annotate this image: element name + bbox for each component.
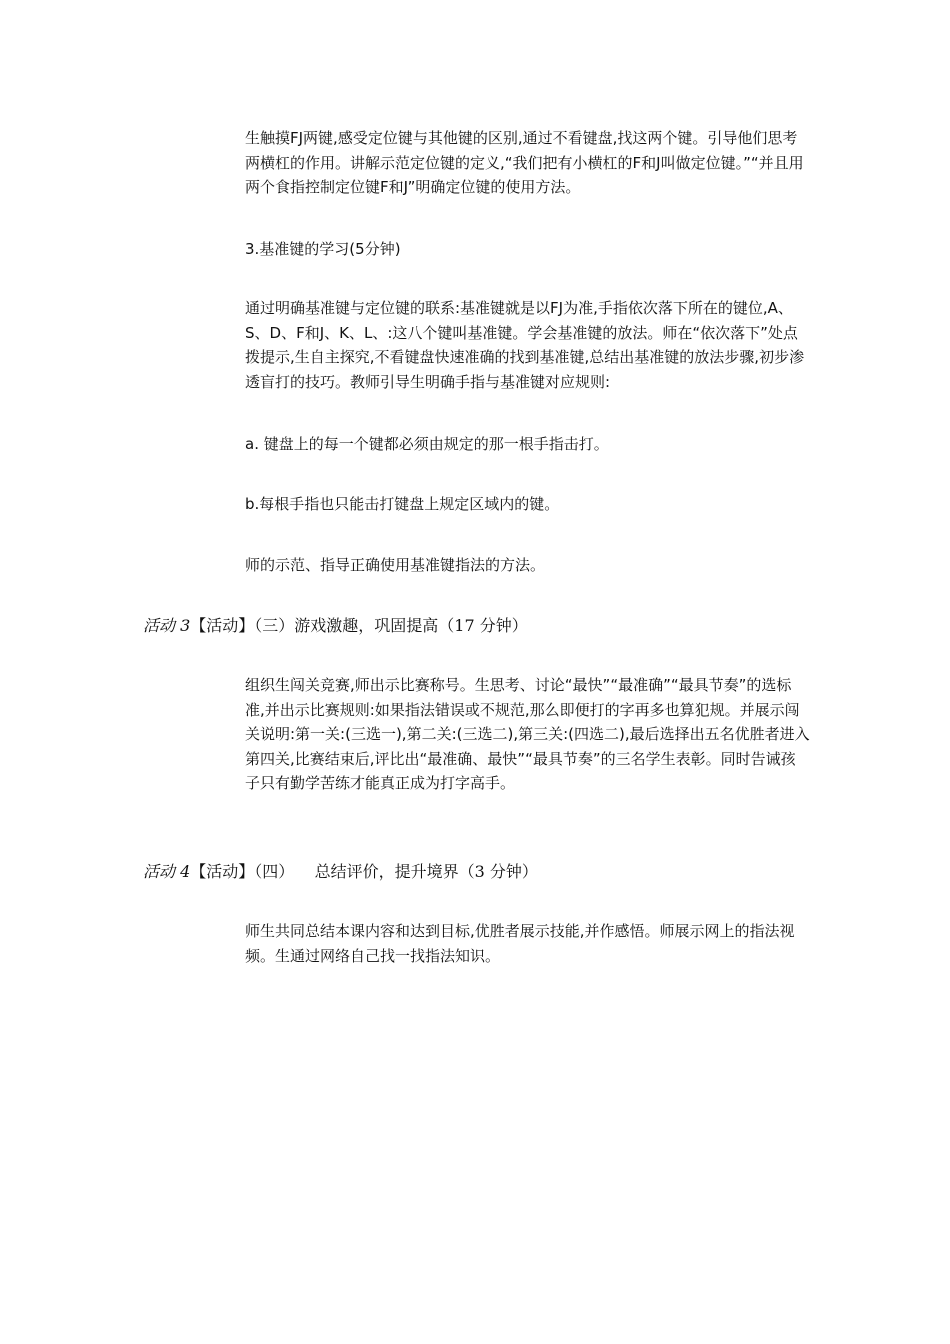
paragraph-game-competition: 组织生闯关竞赛,师出示比赛称号。生思考、讨论“最快”“最准确”“最具节奏”的选标准,并出示比赛规则:如果指法错误或不规范,那么即便打的字再多也算犯规。并展示闯关说明:第一关:(三选一),第二关:(三选二),第三关:(四选二),最后选择出五名优胜者进入第四关,比赛结束后,评比出“最准确、最快”“最具节奏”的三名学生表彰。同时告诫孩子只有勤学苦练才能真正成为打字高手。 (245, 676, 810, 792)
subheading-home-row-keys: 3.基准键的学习(5分钟) (245, 240, 401, 258)
activity-3-title: 【活动】（三）游戏激趣，巩固提高（17 分钟） (190, 616, 528, 635)
paragraph-summary: 师生共同总结本课内容和达到目标,优胜者展示技能,并作感悟。师展示网上的指法视频。生通过网络自己找一找指法知识。 (245, 922, 795, 965)
paragraph-home-row-keys: 通过明确基准键与定位键的联系:基准键就是以FJ为准,手指依次落下所在的键位,A、S、D、F和J、K、L、:这八个键叫基准键。学会基准键的放法。师在“依次落下”处点拨提示,生自主探究,不看键盘快速准确的找到基准键,总结出基准键的放法步骤,初步渗透盲打的技巧。教师引导生明确手指与基准键对应规则: (245, 299, 805, 391)
rule-a: a. 键盘上的每一个键都必须由规定的那一根手指击打。 (245, 435, 609, 453)
paragraph-fj-keys: 生触摸FJ两键,感受定位键与其他键的区别,通过不看键盘,找这两个键。引导他们思考两横杠的作用。讲解示范定位键的定义,“我们把有小横杠的F和J叫做定位键。”“并且用两个食指控制定位键F和J”明确定位键的使用方法。 (245, 129, 804, 196)
activity-4-title: 【活动】（四） 总结评价，提升境界（3 分钟） (190, 862, 538, 881)
paragraph-teacher-demo: 师的示范、指导正确使用基准键指法的方法。 (245, 556, 546, 574)
activity-4-heading (143, 860, 538, 884)
activity-3-heading (143, 614, 528, 638)
activity-4-label: 活动 4 (143, 862, 191, 881)
activity-3-label: 活动 3 (143, 616, 191, 635)
rule-b: b.每根手指也只能击打键盘上规定区域内的键。 (245, 495, 560, 513)
